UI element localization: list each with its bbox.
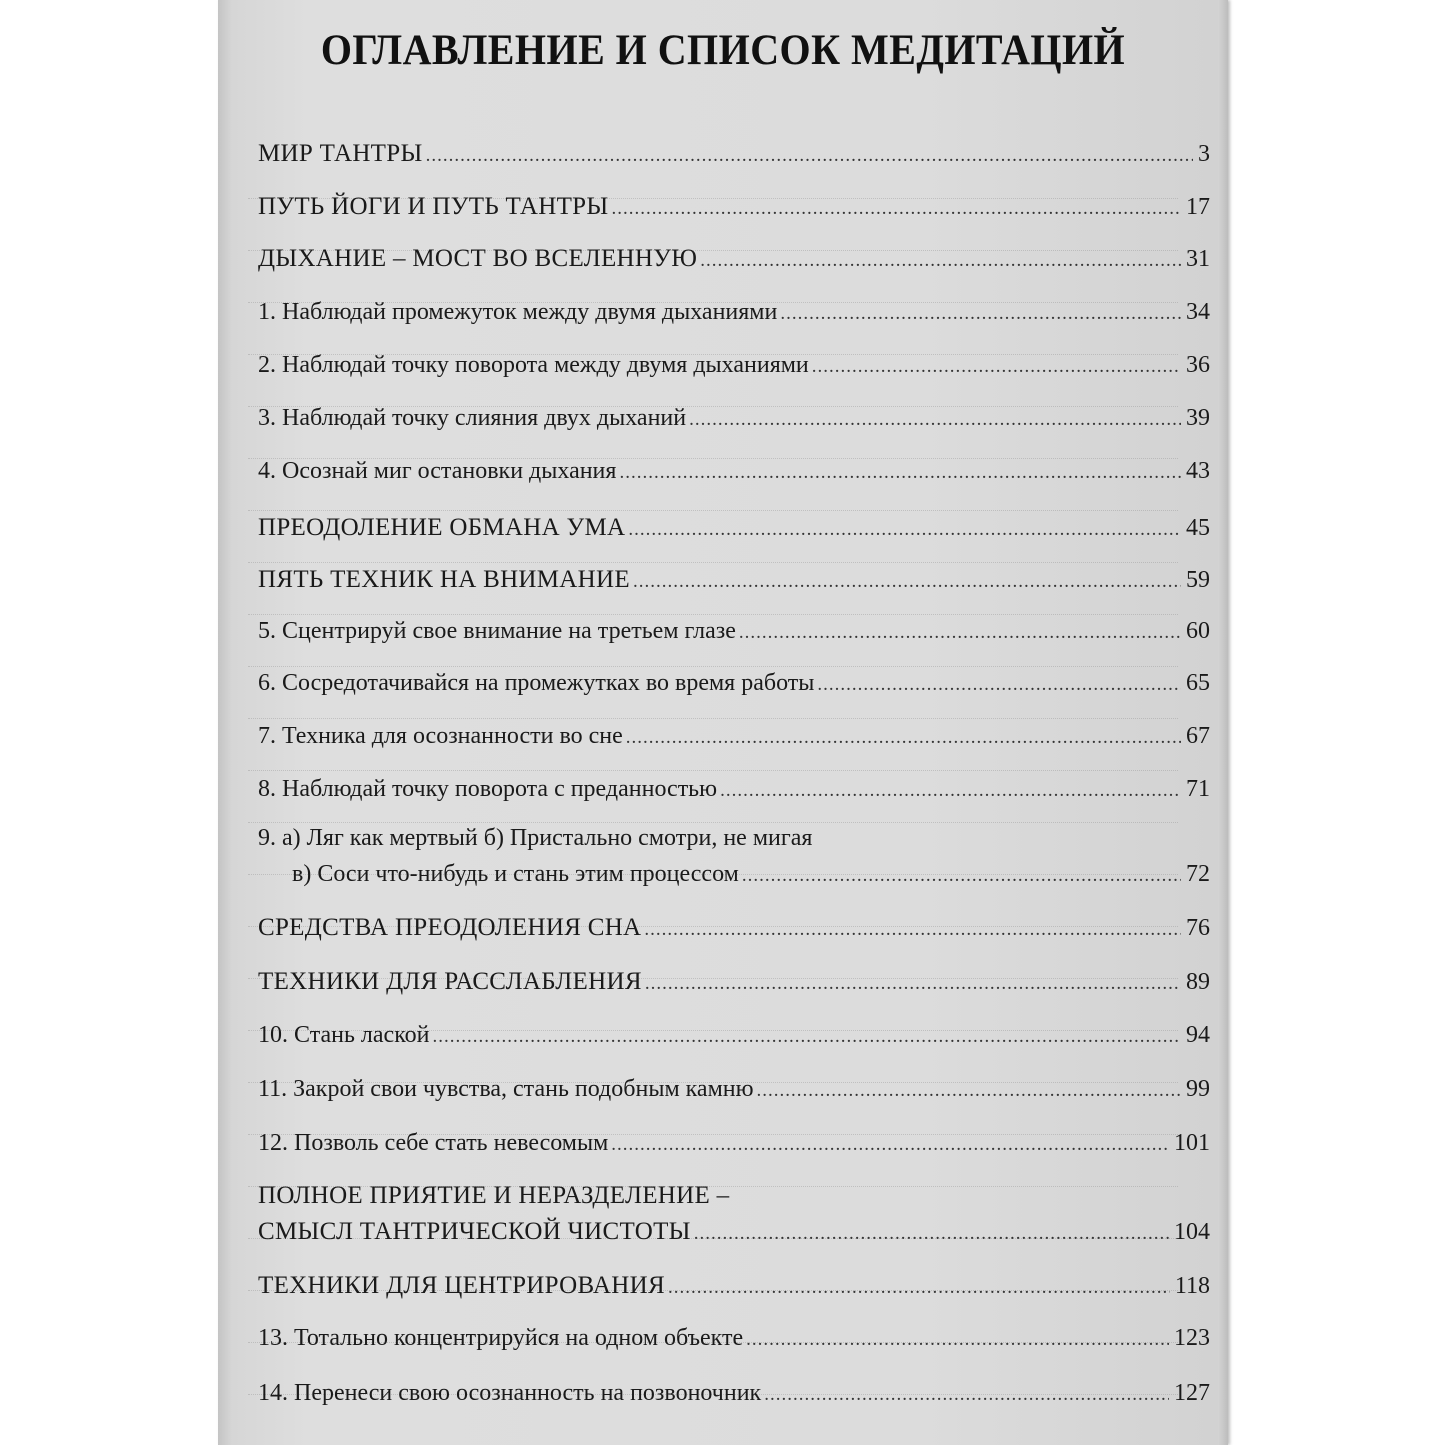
toc-meditation-entry	[258, 1130, 1210, 1160]
toc-page-number: 39	[1186, 405, 1210, 431]
toc-section-entry	[258, 914, 1210, 944]
toc-meditation-entry	[258, 1022, 1210, 1052]
dot-leader	[739, 622, 1181, 644]
toc-entry-text: 3. Наблюдай точку слияния двух дыханий	[258, 405, 687, 431]
toc-entry-text: ТЕХНИКИ ДЛЯ ЦЕНТРИРОВАНИЯ	[258, 1272, 665, 1299]
page-title: ОГЛАВЛЕНИЕ И СПИСОК МЕДИТАЦИЙ	[320, 27, 1126, 74]
toc-page-number: 89	[1186, 969, 1210, 995]
toc-meditation-entry	[258, 618, 1210, 648]
dot-leader	[812, 356, 1181, 378]
toc-entry-text: СРЕДСТВА ПРЕОДОЛЕНИЯ СНА	[258, 914, 642, 941]
page-edge-shadow	[1218, 0, 1228, 1445]
toc-entry-text: ПОЛНОЕ ПРИЯТИЕ И НЕРАЗДЕЛЕНИЕ –	[258, 1182, 730, 1209]
toc-meditation-entry	[258, 670, 1210, 700]
toc-page-number: 34	[1186, 299, 1210, 325]
toc-meditation-entry	[258, 352, 1210, 382]
toc-page-number: 17	[1186, 194, 1210, 220]
toc-page-number: 94	[1186, 1022, 1210, 1048]
toc-entry-text: 10. Стань лаской	[258, 1022, 430, 1048]
dot-leader	[720, 780, 1181, 802]
toc-meditation-entry	[258, 405, 1210, 435]
toc-entry-text: СМЫСЛ ТАНТРИЧЕСКОЙ ЧИСТОТЫ	[258, 1218, 691, 1245]
toc-section-entry	[258, 140, 1210, 170]
toc-page-number: 67	[1186, 723, 1210, 749]
toc-meditation-entry	[258, 299, 1210, 329]
toc-page-number: 118	[1174, 1273, 1210, 1299]
toc-entry-text: 5. Сцентрируй свое внимание на третьем глазе	[258, 618, 736, 644]
dot-leader	[689, 409, 1181, 431]
toc-entry-text: 14. Перенеси свою осознанность на позвоночник	[258, 1380, 762, 1406]
toc-section-entry	[258, 245, 1210, 275]
toc-entry-line	[258, 825, 812, 855]
toc-meditation-entry	[258, 723, 1210, 753]
toc-page-number: 43	[1186, 458, 1210, 484]
toc-page-number: 3	[1198, 141, 1210, 167]
toc-meditation-entry	[258, 861, 1210, 891]
toc-entry-text: 9. а) Ляг как мертвый б) Пристально смотри, не мигая	[258, 825, 813, 851]
dot-leader	[611, 198, 1181, 220]
toc-entry-text: ПУТЬ ЙОГИ И ПУТЬ ТАНТРЫ	[258, 193, 609, 220]
toc-entry-text: 6. Сосредотачивайся на промежутках во время работы	[258, 670, 815, 696]
dot-leader	[817, 674, 1181, 696]
toc-entry-text: ТЕХНИКИ ДЛЯ РАССЛАБЛЕНИЯ	[258, 968, 642, 995]
toc-entry-text: ПРЕОДОЛЕНИЕ ОБМАНА УМА	[258, 514, 626, 541]
toc-entry-text: 12. Позволь себе стать невесомым	[258, 1130, 609, 1156]
dot-leader	[764, 1384, 1169, 1406]
toc-entry-text: 11. Закрой свои чувства, стань подобным камню	[258, 1076, 754, 1102]
toc-entry-text: 7. Техника для осознанности во сне	[258, 723, 623, 749]
toc-meditation-entry	[258, 1325, 1210, 1355]
toc-page-number: 76	[1186, 915, 1210, 941]
toc-meditation-entry	[258, 1076, 1210, 1106]
dot-leader	[426, 145, 1193, 167]
toc-entry-text: 2. Наблюдай точку поворота между двумя дыханиями	[258, 352, 809, 378]
toc-entry-text: ПЯТЬ ТЕХНИК НА ВНИМАНИЕ	[258, 566, 630, 593]
toc-section-entry	[258, 193, 1210, 223]
toc-page-number: 123	[1174, 1325, 1210, 1351]
toc-meditation-entry	[258, 1380, 1210, 1410]
toc-entry-text: 13. Тотально концентрируйся на одном объекте	[258, 1325, 744, 1351]
dot-leader	[645, 973, 1181, 995]
toc-page-number: 101	[1174, 1130, 1210, 1156]
toc-page-number: 72	[1186, 861, 1210, 887]
toc-entry-line	[258, 1182, 1210, 1212]
toc-meditation-entry	[258, 776, 1210, 806]
toc-entry-text: 1. Наблюдай промежуток между двумя дыханиями	[258, 299, 778, 325]
book-page	[218, 0, 1228, 1445]
dot-leader	[757, 1080, 1181, 1102]
toc-page-number: 104	[1174, 1219, 1210, 1245]
dot-leader	[611, 1134, 1169, 1156]
toc-section-entry	[258, 968, 1210, 998]
toc-entry-text: 8. Наблюдай точку поворота с преданностью	[258, 776, 718, 802]
toc-page-number: 31	[1186, 246, 1210, 272]
dot-leader	[780, 303, 1181, 325]
toc-section-entry	[258, 1272, 1210, 1302]
toc-entry-text: ДЫХАНИЕ – МОСТ ВО ВСЕЛЕННУЮ	[258, 245, 698, 272]
toc-section-entry	[258, 514, 1210, 544]
dot-leader	[742, 865, 1181, 887]
toc-page-number: 45	[1186, 515, 1210, 541]
dot-leader	[626, 727, 1181, 749]
dot-leader	[746, 1329, 1169, 1351]
toc-meditation-entry	[258, 458, 1210, 488]
dot-leader	[633, 571, 1181, 593]
toc-entry-text: в) Соси что-нибудь и стань этим процессом	[292, 861, 739, 887]
toc-section-entry	[258, 566, 1210, 596]
toc-entry-text: МИР ТАНТРЫ	[258, 140, 423, 167]
dot-leader	[694, 1223, 1169, 1245]
toc-section-entry	[258, 1218, 1210, 1248]
toc-page-number: 99	[1186, 1076, 1210, 1102]
dot-leader	[432, 1026, 1181, 1048]
dot-leader	[628, 519, 1181, 541]
toc-entry-text: 4. Осознай миг остановки дыхания	[258, 458, 617, 484]
toc-page-number: 60	[1186, 618, 1210, 644]
toc-page-number: 36	[1186, 352, 1210, 378]
toc-page-number: 65	[1186, 670, 1210, 696]
dot-leader	[644, 919, 1181, 941]
toc-page-number: 59	[1186, 567, 1210, 593]
toc-page-number: 127	[1174, 1380, 1210, 1406]
dot-leader	[619, 462, 1181, 484]
toc-page-number: 71	[1186, 776, 1210, 802]
dot-leader	[668, 1277, 1170, 1299]
dot-leader	[700, 250, 1181, 272]
